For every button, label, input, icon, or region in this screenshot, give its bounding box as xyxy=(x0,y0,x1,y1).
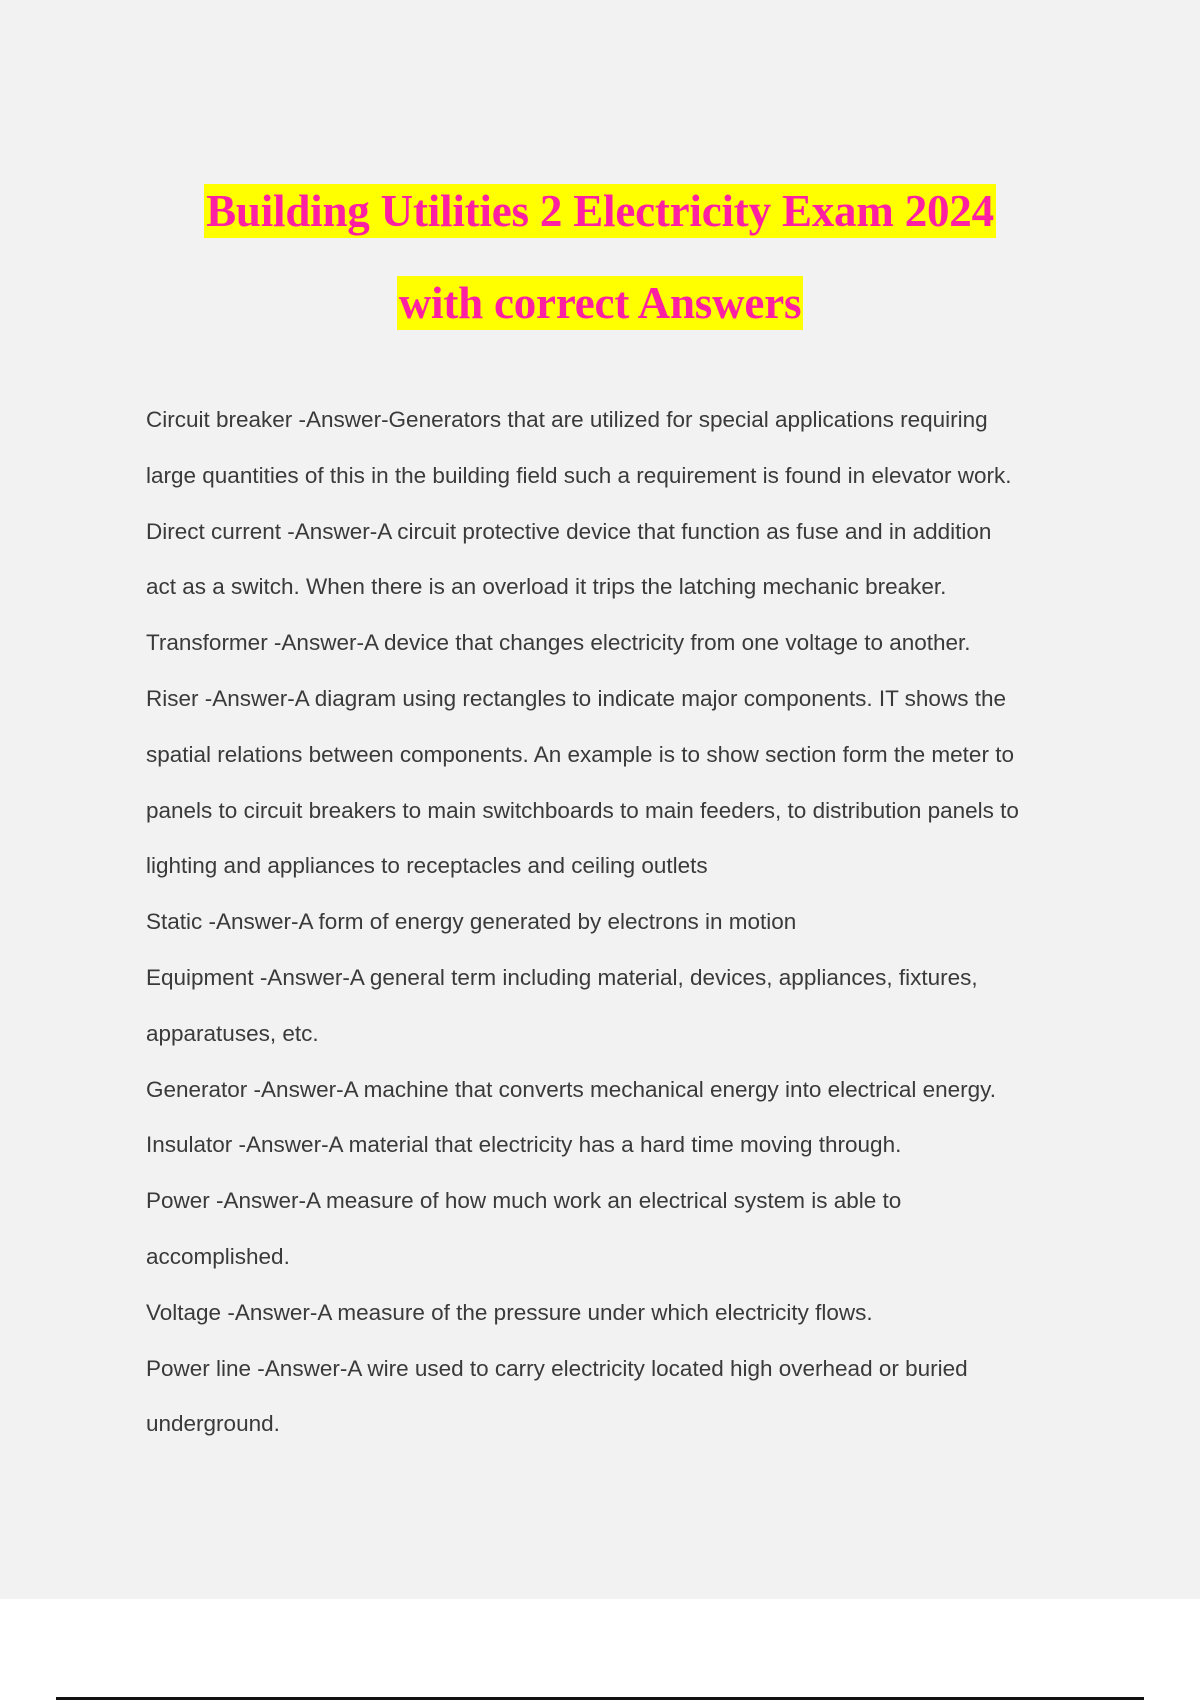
body-line: Insulator -Answer-A material that electricity has a hard time moving through. xyxy=(146,1132,902,1158)
body-line: accomplished. xyxy=(146,1243,290,1269)
body-line: Voltage -Answer-A measure of the pressure under which electricity flows. xyxy=(146,1299,873,1325)
body-line: Power line -Answer-A wire used to carry electricity located high overhead or buried xyxy=(146,1355,968,1381)
body-line: large quantities of this in the building field such a requirement is found in elevator work. xyxy=(146,462,1012,488)
title-line-2-row xyxy=(0,257,1200,349)
document-body xyxy=(146,392,1106,1452)
body-line: Power -Answer-A measure of how much work an electrical system is able to xyxy=(146,1188,902,1214)
title-line-1: Building Utilities 2 Electricity Exam 2024 xyxy=(206,186,994,236)
title-line-1-row xyxy=(0,165,1200,257)
title-line-2: with correct Answers xyxy=(398,278,802,328)
body-line: Riser -Answer-A diagram using rectangles to indicate major components. IT shows the xyxy=(146,685,1006,711)
body-line: Direct current -Answer-A circuit protective device that function as fuse and in addition xyxy=(146,518,992,544)
body-line: spatial relations between components. An example is to show section form the meter to xyxy=(146,741,1014,767)
body-line: Static -Answer-A form of energy generated by electrons in motion xyxy=(146,909,797,935)
body-line: underground. xyxy=(146,1411,280,1437)
body-line: Transformer -Answer-A device that changes electricity from one voltage to another. xyxy=(146,630,971,656)
body-line: Circuit breaker -Answer-Generators that are utilized for special applications requiring xyxy=(146,407,988,432)
body-line: panels to circuit breakers to main switchboards to main feeders, to distribution panels to xyxy=(146,797,1019,823)
body-line: Equipment -Answer-A general term including material, devices, appliances, fixtures, xyxy=(146,964,978,990)
body-line: lighting and appliances to receptacles and ceiling outlets xyxy=(146,853,708,879)
body-line: apparatuses, etc. xyxy=(146,1020,319,1046)
body-line: Generator -Answer-A machine that converts mechanical energy into electrical energy. xyxy=(146,1076,996,1102)
body-line: act as a switch. When there is an overload it trips the latching mechanic breaker. xyxy=(146,574,947,600)
document-title xyxy=(0,165,1200,349)
